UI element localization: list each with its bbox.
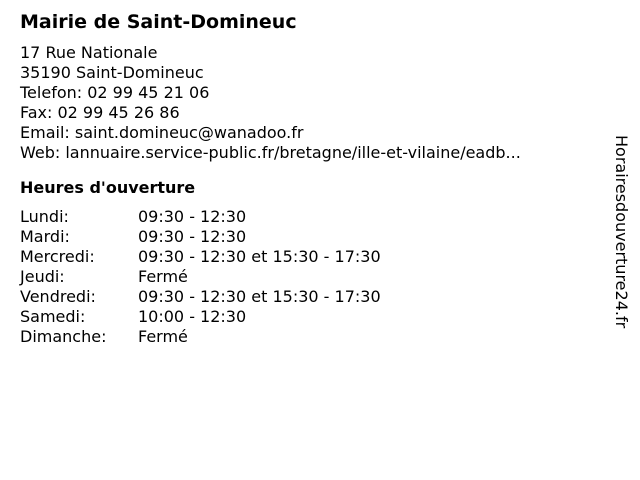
hours-time: Fermé — [138, 267, 188, 286]
hours-day: Lundi: — [20, 207, 69, 226]
fax-number: Fax: 02 99 45 26 86 — [20, 103, 180, 122]
hours-day: Jeudi: — [20, 267, 65, 286]
website-link[interactable]: Web: lannuaire.service-public.fr/bretagne/ille-et-vilaine/eadb... — [20, 143, 521, 162]
hours-time: 10:00 - 12:30 — [138, 307, 247, 326]
hours-day: Mardi: — [20, 227, 70, 246]
hours-day: Vendredi: — [20, 287, 96, 306]
hours-row-thursday — [20, 267, 600, 287]
hours-day: Mercredi: — [20, 247, 95, 266]
hours-day: Dimanche: — [20, 327, 107, 346]
hours-row-friday — [20, 287, 600, 307]
hours-time: 09:30 - 12:30 et 15:30 - 17:30 — [138, 287, 381, 306]
email-address: Email: saint.domineuc@wanadoo.fr — [20, 123, 304, 142]
hours-day: Samedi: — [20, 307, 86, 326]
hours-time: 09:30 - 12:30 et 15:30 - 17:30 — [138, 247, 381, 266]
postal-city: 35190 Saint-Domineuc — [20, 63, 204, 82]
page-title: Mairie de Saint-Domineuc — [20, 11, 297, 33]
business-card — [20, 10, 600, 347]
address-block — [20, 43, 600, 163]
opening-hours-list — [20, 207, 600, 347]
hours-row-wednesday — [20, 247, 600, 267]
hours-time: 09:30 - 12:30 — [138, 227, 247, 246]
hours-row-sunday — [20, 327, 600, 347]
hours-time: 09:30 - 12:30 — [138, 207, 247, 226]
hours-row-tuesday — [20, 227, 600, 247]
hours-row-saturday — [20, 307, 600, 327]
street-address: 17 Rue Nationale — [20, 43, 158, 62]
site-watermark: Horairesdouverture24.fr — [612, 135, 631, 329]
hours-time: Fermé — [138, 327, 188, 346]
hours-row-monday — [20, 207, 600, 227]
phone-number: Telefon: 02 99 45 21 06 — [20, 83, 210, 102]
opening-hours-heading: Heures d'ouverture — [20, 178, 196, 197]
